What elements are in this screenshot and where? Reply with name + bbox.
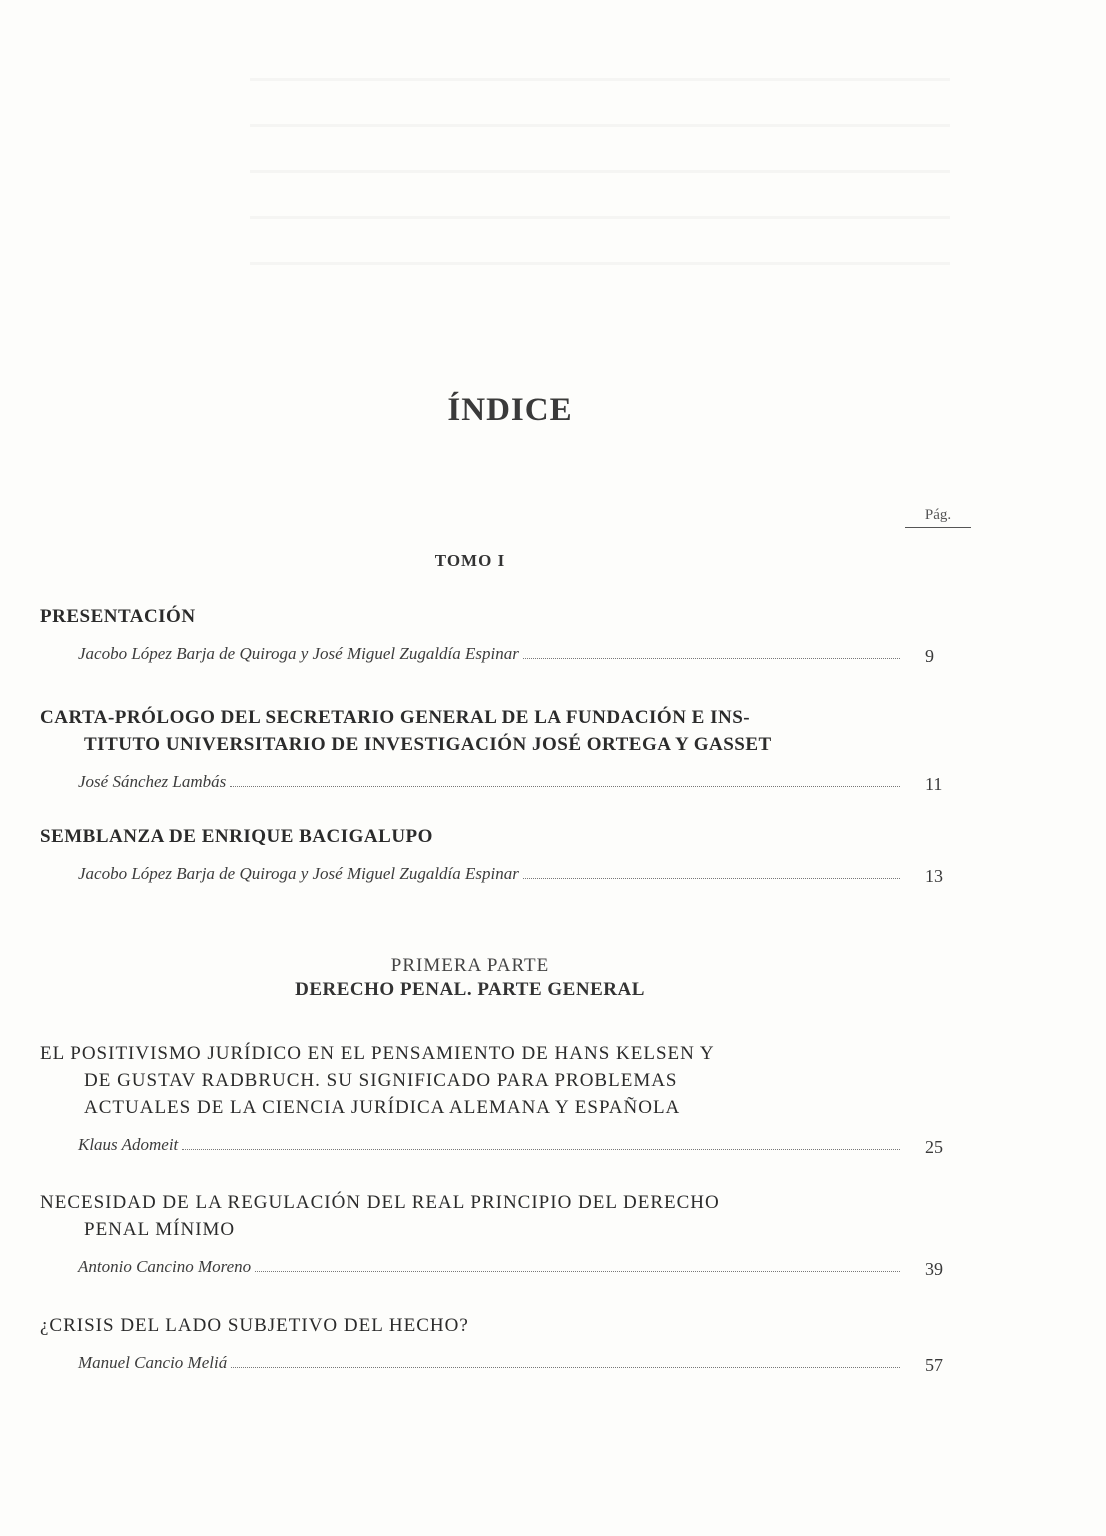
part-title: DERECHO PENAL. PARTE GENERAL <box>295 979 645 1000</box>
entry-author: Jacobo López Barja de Quiroga y José Miguel Zugaldía Espinar <box>78 644 519 663</box>
toc-entry[interactable] <box>40 823 970 884</box>
page-column-header: Pág. <box>905 507 971 528</box>
toc-entry[interactable] <box>40 603 970 664</box>
toc-entry[interactable] <box>40 1189 970 1277</box>
leader-dots <box>523 878 900 879</box>
entry-title: SEMBLANZA DE ENRIQUE BACIGALUPO <box>40 826 433 847</box>
entry-author: José Sánchez Lambás <box>78 772 227 791</box>
entry-title <box>40 1040 900 1121</box>
leader-dots <box>182 1149 900 1150</box>
entry-title-line-1: EL POSITIVISMO JURÍDICO EN EL PENSAMIENTO DE HANS KELSEN Y <box>40 1043 715 1064</box>
entry-title: ¿CRISIS DEL LADO SUBJETIVO DEL HECHO? <box>40 1315 469 1336</box>
entry-title <box>40 704 900 758</box>
entry-page-number: 39 <box>925 1259 943 1279</box>
entry-author: Manuel Cancio Meliá <box>78 1353 228 1372</box>
leader-dots <box>255 1271 900 1272</box>
part-number: PRIMERA PARTE <box>390 955 550 976</box>
leader-dots <box>231 1367 900 1368</box>
entry-author: Antonio Cancino Moreno <box>78 1257 252 1276</box>
part-heading <box>0 955 940 1001</box>
entry-page-number: 9 <box>925 646 934 666</box>
entry-title <box>40 1189 900 1243</box>
bleed-through-texture <box>250 60 950 300</box>
entry-title-line-2: TITUTO UNIVERSITARIO DE INVESTIGACIÓN JOSÉ ORTEGA Y GASSET <box>84 734 772 755</box>
entry-title-line-3: ACTUALES DE LA CIENCIA JURÍDICA ALEMANA Y ESPAÑOLA <box>84 1097 681 1118</box>
entry-title: PRESENTACIÓN <box>40 606 196 627</box>
entry-title-line-1: CARTA-PRÓLOGO DEL SECRETARIO GENERAL DE LA FUNDACIÓN E INS- <box>40 707 751 728</box>
entry-title-line-2: PENAL MÍNIMO <box>84 1219 236 1240</box>
toc-entry[interactable] <box>40 704 970 792</box>
entry-author: Klaus Adomeit <box>78 1135 179 1154</box>
entry-page-number: 13 <box>925 866 943 886</box>
toc-entry[interactable] <box>40 1040 970 1155</box>
toc-entry[interactable] <box>40 1312 970 1373</box>
entry-page-number: 11 <box>925 774 943 794</box>
leader-dots <box>230 786 900 787</box>
volume-heading: TOMO I <box>434 551 506 570</box>
entry-author: Jacobo López Barja de Quiroga y José Miguel Zugaldía Espinar <box>78 864 519 883</box>
entry-title-line-2: DE GUSTAV RADBRUCH. SU SIGNIFICADO PARA PROBLEMAS <box>84 1070 678 1091</box>
entry-page-number: 25 <box>925 1137 943 1157</box>
entry-page-number: 57 <box>925 1355 943 1375</box>
entry-title-line-1: NECESIDAD DE LA REGULACIÓN DEL REAL PRINCIPIO DEL DERECHO <box>40 1192 720 1213</box>
page-title: ÍNDICE <box>447 392 573 428</box>
leader-dots <box>523 658 900 659</box>
